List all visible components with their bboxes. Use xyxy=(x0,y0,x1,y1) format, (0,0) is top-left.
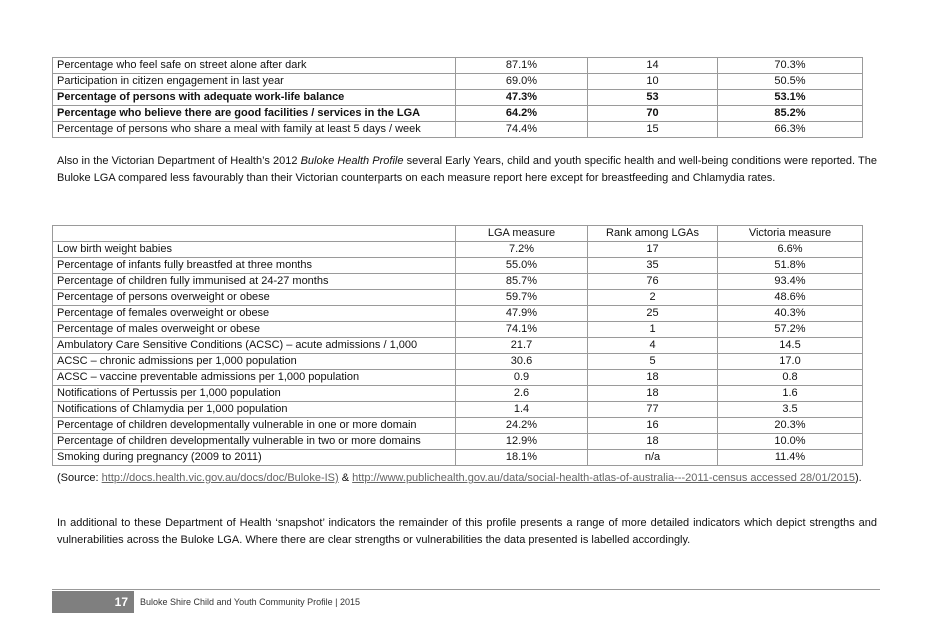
intro-paragraph xyxy=(57,153,877,187)
lga-measure-cell: 24.2% xyxy=(456,418,588,434)
table-row xyxy=(53,354,863,370)
lga-measure-cell: 47.3% xyxy=(456,90,588,106)
lga-measure-cell: 85.7% xyxy=(456,274,588,290)
victoria-measure-cell: 40.3% xyxy=(718,306,863,322)
rank-cell: 76 xyxy=(588,274,718,290)
lga-measure-cell: 64.2% xyxy=(456,106,588,122)
victoria-measure-cell: 66.3% xyxy=(718,122,863,138)
lga-measure-cell: 74.4% xyxy=(456,122,588,138)
header-rank: Rank among LGAs xyxy=(588,226,718,242)
rank-cell: 15 xyxy=(588,122,718,138)
lga-measure-cell: 59.7% xyxy=(456,290,588,306)
victoria-measure-cell: 6.6% xyxy=(718,242,863,258)
rank-cell: 25 xyxy=(588,306,718,322)
rank-cell: 1 xyxy=(588,322,718,338)
rank-cell: 18 xyxy=(588,434,718,450)
footer-divider xyxy=(52,589,880,590)
row-label: Percentage of infants fully breastfed at three months xyxy=(53,258,456,274)
rank-cell: 70 xyxy=(588,106,718,122)
victoria-measure-cell: 3.5 xyxy=(718,402,863,418)
victoria-measure-cell: 11.4% xyxy=(718,450,863,466)
row-label: Percentage of persons overweight or obese xyxy=(53,290,456,306)
victoria-measure-cell: 48.6% xyxy=(718,290,863,306)
table-row xyxy=(53,122,863,138)
lga-measure-cell: 30.6 xyxy=(456,354,588,370)
rank-cell: 2 xyxy=(588,290,718,306)
row-label: Percentage of females overweight or obese xyxy=(53,306,456,322)
footer-title: Buloke Shire Child and Youth Community Profile | 2015 xyxy=(140,597,360,607)
wellbeing-table xyxy=(52,57,863,138)
lga-measure-cell: 7.2% xyxy=(456,242,588,258)
page-number: 17 xyxy=(52,591,134,613)
victoria-measure-cell: 17.0 xyxy=(718,354,863,370)
victoria-measure-cell: 1.6 xyxy=(718,386,863,402)
table-row xyxy=(53,58,863,74)
lga-measure-cell: 69.0% xyxy=(456,74,588,90)
row-label: Percentage of persons with adequate work-life balance xyxy=(53,90,456,106)
row-label: Percentage who feel safe on street alone after dark xyxy=(53,58,456,74)
row-label: Low birth weight babies xyxy=(53,242,456,258)
source-link-public-health[interactable]: http://www.publichealth.gov.au/data/social-health-atlas-of-australia---2011-census accessed 28/01/2015 xyxy=(352,472,855,484)
row-label: Percentage of children developmentally vulnerable in one or more domain xyxy=(53,418,456,434)
table-row xyxy=(53,242,863,258)
row-label: Percentage of children developmentally vulnerable in two or more domains xyxy=(53,434,456,450)
health-indicators-table-body xyxy=(53,242,863,466)
intro-text-italic: Buloke Health Profile xyxy=(300,155,404,167)
row-label: Percentage of persons who share a meal with family at least 5 days / week xyxy=(53,122,456,138)
victoria-measure-cell: 20.3% xyxy=(718,418,863,434)
lga-measure-cell: 2.6 xyxy=(456,386,588,402)
victoria-measure-cell: 0.8 xyxy=(718,370,863,386)
rank-cell: 35 xyxy=(588,258,718,274)
table-row xyxy=(53,90,863,106)
rank-cell: 16 xyxy=(588,418,718,434)
table-row xyxy=(53,386,863,402)
victoria-measure-cell: 51.8% xyxy=(718,258,863,274)
table-row xyxy=(53,370,863,386)
lga-measure-cell: 18.1% xyxy=(456,450,588,466)
intro-text-before: Also in the Victorian Department of Health’s 2012 xyxy=(57,155,301,167)
source-separator: & xyxy=(338,472,353,484)
victoria-measure-cell: 14.5 xyxy=(718,338,863,354)
victoria-measure-cell: 50.5% xyxy=(718,74,863,90)
intro-text-after: several Early Years, child and youth specific health and well-being conditions were reported. The Buloke LGA compared less favourably than their Victorian counterparts on each measure report here except for breastfeeding and Chlamydia rates. xyxy=(57,155,877,184)
table-row xyxy=(53,418,863,434)
rank-cell: 77 xyxy=(588,402,718,418)
source-link-health-vic[interactable]: http://docs.health.vic.gov.au/docs/doc/Buloke-IS) xyxy=(101,472,339,484)
row-label: ACSC – chronic admissions per 1,000 population xyxy=(53,354,456,370)
source-prefix: (Source: xyxy=(57,472,102,484)
header-lga-measure: LGA measure xyxy=(456,226,588,242)
table-header-row xyxy=(53,226,863,242)
rank-cell: 17 xyxy=(588,242,718,258)
row-label: Percentage of males overweight or obese xyxy=(53,322,456,338)
lga-measure-cell: 0.9 xyxy=(456,370,588,386)
wellbeing-table-body xyxy=(53,58,863,138)
rank-cell: 18 xyxy=(588,386,718,402)
table-row xyxy=(53,274,863,290)
row-label: Participation in citizen engagement in last year xyxy=(53,74,456,90)
victoria-measure-cell: 85.2% xyxy=(718,106,863,122)
row-label: Notifications of Pertussis per 1,000 population xyxy=(53,386,456,402)
row-label: ACSC – vaccine preventable admissions per 1,000 population xyxy=(53,370,456,386)
rank-cell: 18 xyxy=(588,370,718,386)
table-row xyxy=(53,306,863,322)
row-label: Smoking during pregnancy (2009 to 2011) xyxy=(53,450,456,466)
table-row xyxy=(53,450,863,466)
source-citation xyxy=(57,470,877,486)
rank-cell: 14 xyxy=(588,58,718,74)
lga-measure-cell: 87.1% xyxy=(456,58,588,74)
victoria-measure-cell: 70.3% xyxy=(718,58,863,74)
table-row xyxy=(53,322,863,338)
lga-measure-cell: 1.4 xyxy=(456,402,588,418)
lga-measure-cell: 21.7 xyxy=(456,338,588,354)
table-row xyxy=(53,290,863,306)
table-row xyxy=(53,258,863,274)
lga-measure-cell: 12.9% xyxy=(456,434,588,450)
victoria-measure-cell: 57.2% xyxy=(718,322,863,338)
row-label: Ambulatory Care Sensitive Conditions (ACSC) – acute admissions / 1,000 xyxy=(53,338,456,354)
rank-cell: 4 xyxy=(588,338,718,354)
rank-cell: 5 xyxy=(588,354,718,370)
row-label: Percentage of children fully immunised at 24-27 months xyxy=(53,274,456,290)
rank-cell: 53 xyxy=(588,90,718,106)
header-victoria-measure: Victoria measure xyxy=(718,226,863,242)
health-indicators-table xyxy=(52,225,863,466)
summary-paragraph: In additional to these Department of Health ‘snapshot’ indicators the remainder of this profile presents a range of more detailed indicators which depict strengths and vulnerabilities across the Buloke LGA. Where there are clear strengths or vulnerabilities the data presented is labelled accordingly. xyxy=(57,517,877,546)
rank-cell: 10 xyxy=(588,74,718,90)
table-row xyxy=(53,402,863,418)
table-row xyxy=(53,74,863,90)
lga-measure-cell: 74.1% xyxy=(456,322,588,338)
row-label: Notifications of Chlamydia per 1,000 population xyxy=(53,402,456,418)
victoria-measure-cell: 10.0% xyxy=(718,434,863,450)
victoria-measure-cell: 93.4% xyxy=(718,274,863,290)
victoria-measure-cell: 53.1% xyxy=(718,90,863,106)
table-row xyxy=(53,106,863,122)
lga-measure-cell: 47.9% xyxy=(456,306,588,322)
rank-cell: n/a xyxy=(588,450,718,466)
source-suffix: ). xyxy=(854,472,862,484)
table-row xyxy=(53,434,863,450)
row-label: Percentage who believe there are good facilities / services in the LGA xyxy=(53,106,456,122)
lga-measure-cell: 55.0% xyxy=(456,258,588,274)
header-label xyxy=(53,226,456,242)
table-row xyxy=(53,338,863,354)
